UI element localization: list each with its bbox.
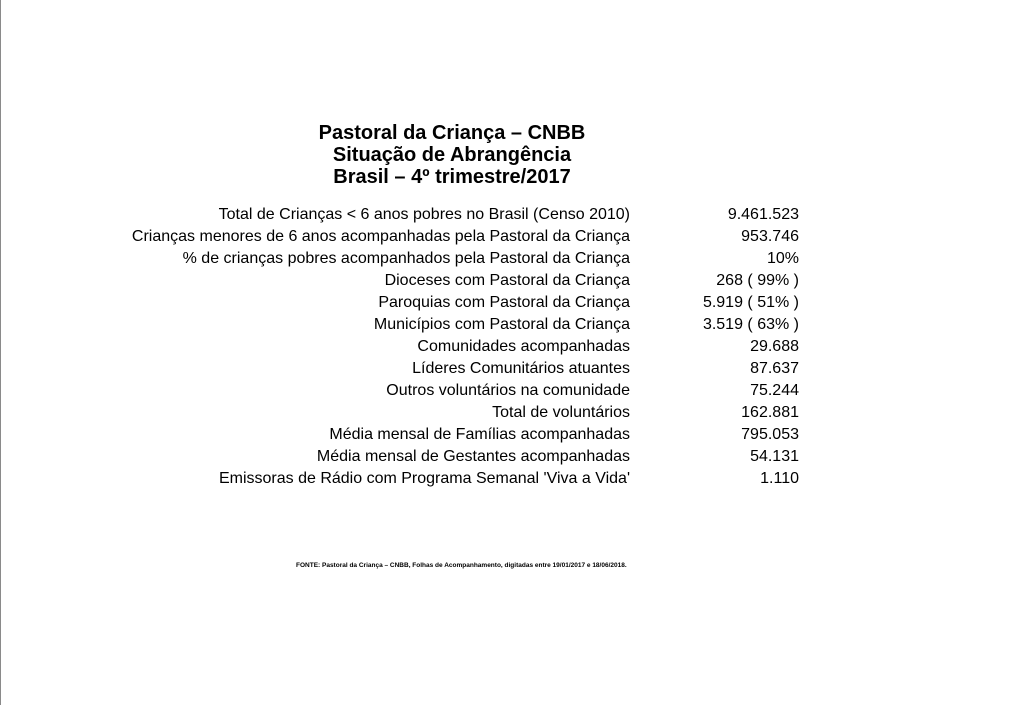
stat-value: 10%: [766, 250, 799, 267]
stat-label: Emissoras de Rádio com Programa Semanal 'Viva a Vida': [218, 470, 630, 487]
source-footnote: FONTE: Pastoral da Criança – CNBB, Folhas de Acompanhamento, digitadas entre 19/01/2017 e 18/06/2018.: [296, 562, 627, 569]
stat-row: [0, 358, 1023, 380]
title-organization: Pastoral da Criança – CNBB: [318, 122, 586, 144]
stat-label: Dioceses com Pastoral da Criança: [384, 272, 630, 289]
title-subject: Situação de Abrangência: [332, 144, 572, 166]
stat-label: Comunidades acompanhadas: [417, 338, 630, 355]
stat-label: Média mensal de Famílias acompanhadas: [329, 426, 630, 443]
title-period: Brasil – 4º trimestre/2017: [333, 166, 571, 188]
stat-row: [0, 424, 1023, 446]
stat-row: [0, 248, 1023, 270]
stat-row: [0, 468, 1023, 490]
coverage-stats-table: [0, 204, 1023, 490]
stat-value: 5.919 ( 51% ): [702, 294, 799, 311]
stat-row: [0, 204, 1023, 226]
stat-row: [0, 402, 1023, 424]
stat-label: Outros voluntários na comunidade: [386, 382, 630, 399]
stat-row: [0, 226, 1023, 248]
stat-row: [0, 380, 1023, 402]
stat-value: 9.461.523: [727, 206, 799, 223]
stat-label: Crianças menores de 6 anos acompanhadas pela Pastoral da Criança: [131, 228, 630, 245]
stat-row: [0, 336, 1023, 358]
stat-value: 54.131: [750, 448, 799, 465]
report-title: [250, 122, 654, 188]
stat-row: [0, 314, 1023, 336]
stat-label: Total de voluntários: [492, 404, 630, 421]
stat-value: 1.110: [760, 470, 799, 487]
stat-value: 87.637: [750, 360, 799, 377]
stat-value: 162.881: [741, 404, 799, 421]
stat-label: % de crianças pobres acompanhados pela Pastoral da Criança: [182, 250, 630, 267]
stat-row: [0, 292, 1023, 314]
stat-label: Total de Crianças < 6 anos pobres no Brasil (Censo 2010): [218, 206, 630, 223]
stat-value: 75.244: [750, 382, 799, 399]
stat-label: Paroquias com Pastoral da Criança: [378, 294, 630, 311]
stat-value: 29.688: [750, 338, 799, 355]
stat-value: 953.746: [741, 228, 799, 245]
stat-value: 268 ( 99% ): [716, 272, 799, 289]
stat-label: Líderes Comunitários atuantes: [412, 360, 630, 377]
stat-row: [0, 446, 1023, 468]
stat-row: [0, 270, 1023, 292]
stat-value: 795.053: [741, 426, 799, 443]
stat-label: Municípios com Pastoral da Criança: [373, 316, 630, 333]
stat-label: Média mensal de Gestantes acompanhadas: [316, 448, 630, 465]
stat-value: 3.519 ( 63% ): [702, 316, 799, 333]
